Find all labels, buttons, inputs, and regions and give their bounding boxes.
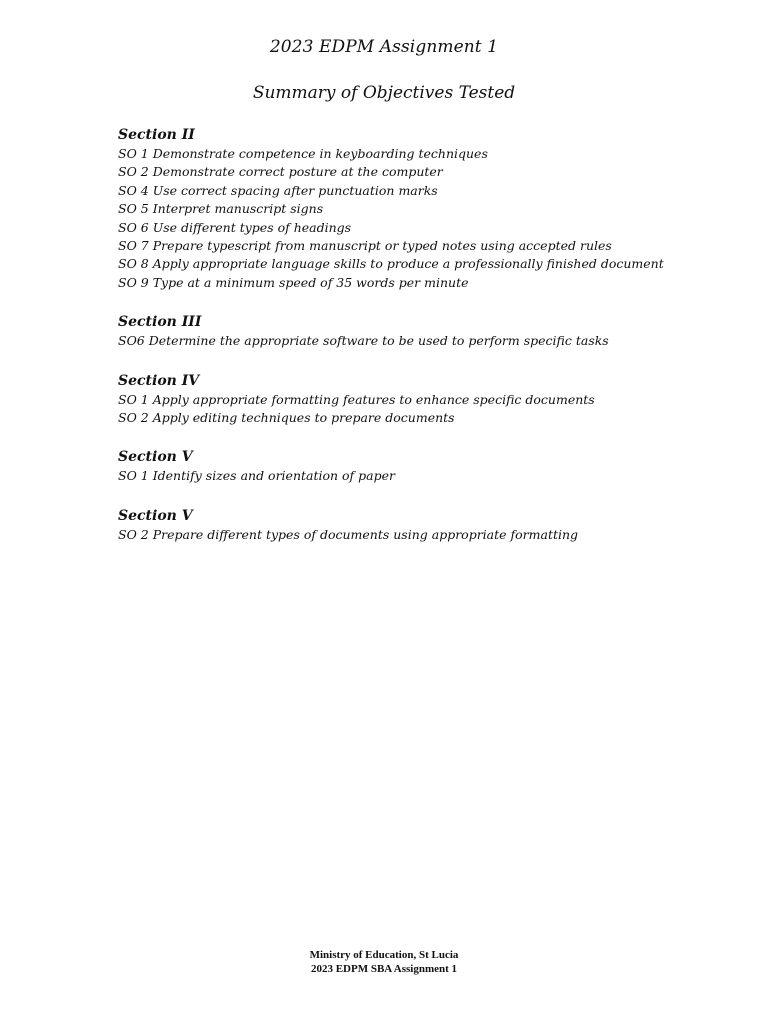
objective-item: SO 1 Identify sizes and orientation of paper xyxy=(118,468,395,484)
objective-item: SO 9 Type at a minimum speed of 35 words per minute xyxy=(118,274,469,290)
section-heading: Section III xyxy=(118,314,202,331)
objective-item: SO 4 Use correct spacing after punctuation marks xyxy=(118,182,438,198)
section-heading: Section V xyxy=(118,449,193,466)
section-5a xyxy=(118,447,738,485)
objective-item: SO 5 Interpret manuscript signs xyxy=(118,201,324,217)
section-heading: Section V xyxy=(118,507,193,524)
objective-item: SO 8 Apply appropriate language skills to produce a professionally finished document xyxy=(118,256,664,272)
objectives-list xyxy=(118,125,738,564)
objective-item: SO 1 Demonstrate competence in keyboarding techniques xyxy=(118,146,488,161)
objective-item: SO 2 Apply editing techniques to prepare documents xyxy=(118,410,455,426)
objective-item: SO 1 Apply appropriate formatting features to enhance specific documents xyxy=(118,391,595,407)
objective-item: SO 7 Prepare typescript from manuscript or typed notes using accepted rules xyxy=(118,238,612,254)
footer-line-assignment: 2023 EDPM SBA Assignment 1 xyxy=(310,963,458,975)
document-title: 2023 EDPM Assignment 1 xyxy=(269,37,499,57)
section-3 xyxy=(118,312,738,350)
objective-item: SO6 Determine the appropriate software to be used to perform specific tasks xyxy=(118,333,609,349)
section-5b xyxy=(118,506,738,544)
section-heading: Section II xyxy=(118,127,195,143)
footer-line-ministry: Ministry of Education, St Lucia xyxy=(309,949,459,961)
objective-item: SO 6 Use different types of headings xyxy=(118,219,352,235)
objective-item: SO 2 Demonstrate correct posture at the computer xyxy=(118,164,443,180)
section-heading: Section IV xyxy=(118,372,200,389)
page-footer xyxy=(0,948,768,976)
objective-item: SO 2 Prepare different types of documents using appropriate formatting xyxy=(118,526,579,542)
section-2 xyxy=(118,125,738,292)
document-subtitle: Summary of Objectives Tested xyxy=(252,83,516,103)
section-4 xyxy=(118,371,738,428)
